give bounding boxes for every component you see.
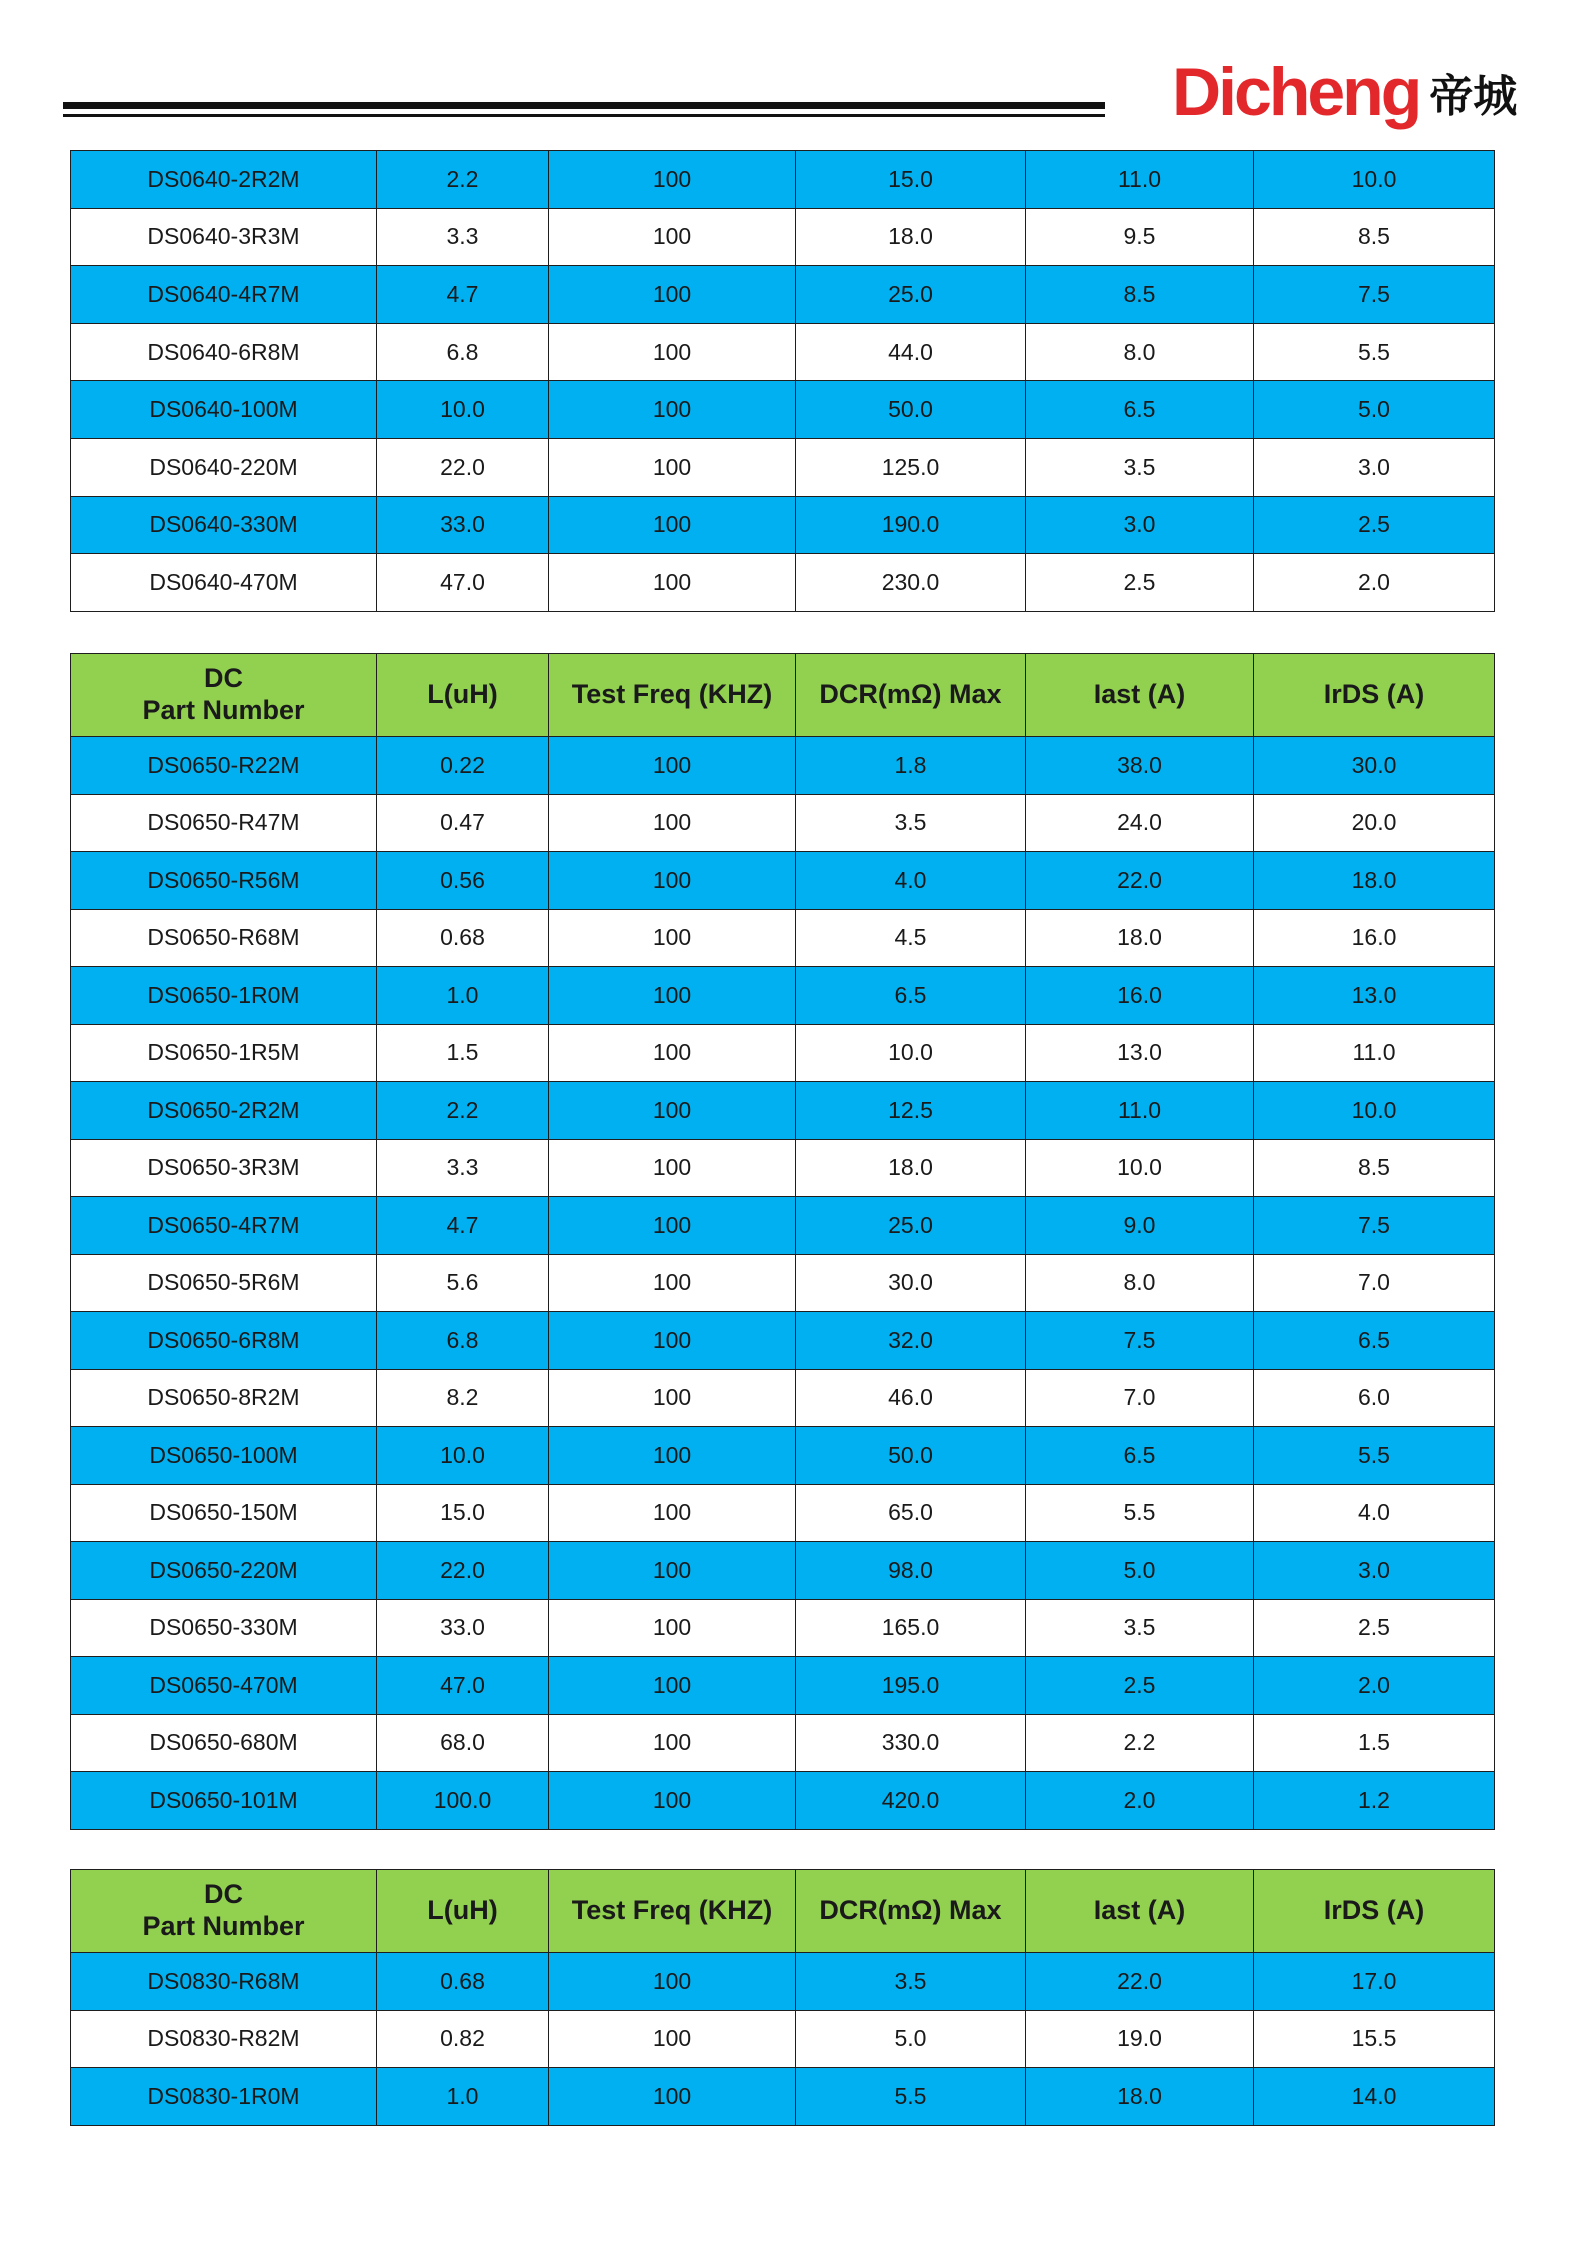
cell-isat: 11.0 [1026, 1082, 1254, 1140]
cell-isat: 6.5 [1026, 1427, 1254, 1485]
cell-irds: 30.0 [1254, 737, 1495, 795]
table-row [71, 496, 1495, 554]
cell-inductance: 68.0 [377, 1714, 549, 1772]
cell-test-freq: 100 [549, 496, 796, 554]
table-row [71, 554, 1495, 612]
cell-dcr: 4.5 [796, 909, 1026, 967]
table-row [71, 737, 1495, 795]
cell-inductance: 0.22 [377, 737, 549, 795]
cell-part-number: DS0650-150M [71, 1484, 377, 1542]
cell-test-freq: 100 [549, 1714, 796, 1772]
table-row [71, 381, 1495, 439]
cell-inductance: 10.0 [377, 1427, 549, 1485]
cell-inductance: 8.2 [377, 1369, 549, 1427]
cell-inductance: 47.0 [377, 554, 549, 612]
cell-part-number: DS0650-R47M [71, 794, 377, 852]
cell-inductance: 0.82 [377, 2010, 549, 2068]
cell-dcr: 18.0 [796, 208, 1026, 266]
col-header-dcr: DCR(mΩ) Max [796, 1870, 1026, 1953]
table-row [71, 266, 1495, 324]
cell-dcr: 12.5 [796, 1082, 1026, 1140]
cell-irds: 16.0 [1254, 909, 1495, 967]
cell-inductance: 10.0 [377, 381, 549, 439]
cell-isat: 2.0 [1026, 1772, 1254, 1830]
cell-test-freq: 100 [549, 208, 796, 266]
table-row [71, 1082, 1495, 1140]
cell-part-number: DS0830-1R0M [71, 2068, 377, 2126]
cell-inductance: 3.3 [377, 208, 549, 266]
cell-test-freq: 100 [549, 1772, 796, 1830]
cell-dcr: 46.0 [796, 1369, 1026, 1427]
cell-irds: 10.0 [1254, 1082, 1495, 1140]
cell-irds: 7.0 [1254, 1254, 1495, 1312]
cell-part-number: DS0650-5R6M [71, 1254, 377, 1312]
cell-dcr: 6.5 [796, 967, 1026, 1025]
cell-irds: 8.5 [1254, 1139, 1495, 1197]
cell-inductance: 100.0 [377, 1772, 549, 1830]
cell-test-freq: 100 [549, 1197, 796, 1255]
spec-table-ds0830 [70, 1869, 1495, 2126]
cell-part-number: DS0650-680M [71, 1714, 377, 1772]
cell-test-freq: 100 [549, 1657, 796, 1715]
cell-isat: 8.0 [1026, 1254, 1254, 1312]
cell-dcr: 190.0 [796, 496, 1026, 554]
cell-isat: 24.0 [1026, 794, 1254, 852]
cell-part-number: DS0640-2R2M [71, 151, 377, 209]
cell-test-freq: 100 [549, 1953, 796, 2011]
col-header-test-freq: Test Freq (KHZ) [549, 654, 796, 737]
cell-inductance: 1.0 [377, 967, 549, 1025]
cell-dcr: 18.0 [796, 1139, 1026, 1197]
cell-test-freq: 100 [549, 1024, 796, 1082]
cell-isat: 7.0 [1026, 1369, 1254, 1427]
header-rule-thick [63, 102, 1105, 109]
cell-inductance: 6.8 [377, 323, 549, 381]
cell-part-number: DS0650-470M [71, 1657, 377, 1715]
cell-test-freq: 100 [549, 1139, 796, 1197]
cell-inductance: 4.7 [377, 1197, 549, 1255]
cell-isat: 10.0 [1026, 1139, 1254, 1197]
cell-isat: 9.0 [1026, 1197, 1254, 1255]
header-rule-thin [63, 114, 1105, 117]
cell-inductance: 6.8 [377, 1312, 549, 1370]
table-row [71, 1484, 1495, 1542]
cell-irds: 2.0 [1254, 1657, 1495, 1715]
cell-dcr: 50.0 [796, 381, 1026, 439]
cell-test-freq: 100 [549, 2068, 796, 2126]
cell-test-freq: 100 [549, 1599, 796, 1657]
cell-isat: 22.0 [1026, 1953, 1254, 2011]
cell-dcr: 330.0 [796, 1714, 1026, 1772]
cell-part-number: DS0650-R68M [71, 909, 377, 967]
cell-irds: 5.5 [1254, 1427, 1495, 1485]
cell-isat: 5.0 [1026, 1542, 1254, 1600]
col-header-isat: Iast (A) [1026, 654, 1254, 737]
cell-isat: 18.0 [1026, 909, 1254, 967]
cell-part-number: DS0640-470M [71, 554, 377, 612]
cell-inductance: 15.0 [377, 1484, 549, 1542]
table-row [71, 1024, 1495, 1082]
cell-irds: 1.5 [1254, 1714, 1495, 1772]
cell-irds: 6.0 [1254, 1369, 1495, 1427]
cell-dcr: 1.8 [796, 737, 1026, 795]
cell-irds: 17.0 [1254, 1953, 1495, 2011]
col-header-irds: IrDS (A) [1254, 1870, 1495, 1953]
cell-test-freq: 100 [549, 266, 796, 324]
cell-inductance: 33.0 [377, 496, 549, 554]
cell-part-number: DS0640-4R7M [71, 266, 377, 324]
table-row [71, 1657, 1495, 1715]
cell-test-freq: 100 [549, 1369, 796, 1427]
cell-dcr: 5.5 [796, 2068, 1026, 2126]
cell-isat: 2.5 [1026, 554, 1254, 612]
table-row [71, 208, 1495, 266]
table-row [71, 1714, 1495, 1772]
cell-test-freq: 100 [549, 323, 796, 381]
cell-dcr: 15.0 [796, 151, 1026, 209]
cell-part-number: DS0650-1R0M [71, 967, 377, 1025]
cell-dcr: 165.0 [796, 1599, 1026, 1657]
cell-dcr: 50.0 [796, 1427, 1026, 1485]
cell-part-number: DS0830-R82M [71, 2010, 377, 2068]
cell-part-number: DS0830-R68M [71, 1953, 377, 2011]
cell-irds: 13.0 [1254, 967, 1495, 1025]
cell-isat: 8.0 [1026, 323, 1254, 381]
cell-dcr: 3.5 [796, 1953, 1026, 2011]
cell-isat: 22.0 [1026, 852, 1254, 910]
table-row [71, 1197, 1495, 1255]
cell-isat: 7.5 [1026, 1312, 1254, 1370]
table-header-row [71, 1870, 1495, 1953]
cell-test-freq: 100 [549, 909, 796, 967]
cell-irds: 4.0 [1254, 1484, 1495, 1542]
cell-isat: 16.0 [1026, 967, 1254, 1025]
table-row [71, 909, 1495, 967]
cell-part-number: DS0650-R56M [71, 852, 377, 910]
col-header-irds: IrDS (A) [1254, 654, 1495, 737]
cell-inductance: 1.5 [377, 1024, 549, 1082]
cell-part-number: DS0650-3R3M [71, 1139, 377, 1197]
cell-dcr: 195.0 [796, 1657, 1026, 1715]
cell-part-number: DS0650-R22M [71, 737, 377, 795]
cell-irds: 2.5 [1254, 1599, 1495, 1657]
cell-isat: 38.0 [1026, 737, 1254, 795]
col-header-part-number: DC Part Number [71, 654, 377, 737]
cell-inductance: 2.2 [377, 151, 549, 209]
cell-test-freq: 100 [549, 794, 796, 852]
col-header-test-freq: Test Freq (KHZ) [549, 1870, 796, 1953]
cell-irds: 1.2 [1254, 1772, 1495, 1830]
cell-dcr: 5.0 [796, 2010, 1026, 2068]
cell-part-number: DS0640-3R3M [71, 208, 377, 266]
table-row [71, 794, 1495, 852]
cell-irds: 18.0 [1254, 852, 1495, 910]
cell-dcr: 125.0 [796, 438, 1026, 496]
cell-isat: 2.2 [1026, 1714, 1254, 1772]
cell-isat: 3.0 [1026, 496, 1254, 554]
col-header-isat: Iast (A) [1026, 1870, 1254, 1953]
cell-test-freq: 100 [549, 151, 796, 209]
table-row [71, 1427, 1495, 1485]
cell-isat: 5.5 [1026, 1484, 1254, 1542]
table-row [71, 1542, 1495, 1600]
cell-inductance: 33.0 [377, 1599, 549, 1657]
cell-test-freq: 100 [549, 1082, 796, 1140]
cell-test-freq: 100 [549, 554, 796, 612]
cell-irds: 10.0 [1254, 151, 1495, 209]
cell-part-number: DS0650-220M [71, 1542, 377, 1600]
table-row [71, 852, 1495, 910]
cell-inductance: 0.68 [377, 1953, 549, 2011]
spec-table-ds0650 [70, 653, 1495, 1830]
cell-dcr: 25.0 [796, 1197, 1026, 1255]
cell-isat: 3.5 [1026, 1599, 1254, 1657]
cell-dcr: 30.0 [796, 1254, 1026, 1312]
cell-irds: 7.5 [1254, 1197, 1495, 1255]
table-row [71, 151, 1495, 209]
cell-test-freq: 100 [549, 737, 796, 795]
cell-irds: 5.5 [1254, 323, 1495, 381]
cell-test-freq: 100 [549, 438, 796, 496]
cell-part-number: DS0650-2R2M [71, 1082, 377, 1140]
cell-isat: 2.5 [1026, 1657, 1254, 1715]
cell-part-number: DS0640-6R8M [71, 323, 377, 381]
cell-isat: 6.5 [1026, 381, 1254, 439]
cell-inductance: 47.0 [377, 1657, 549, 1715]
cell-test-freq: 100 [549, 2010, 796, 2068]
cell-isat: 18.0 [1026, 2068, 1254, 2126]
cell-irds: 15.5 [1254, 2010, 1495, 2068]
cell-test-freq: 100 [549, 852, 796, 910]
table-row [71, 1772, 1495, 1830]
brand-name: Dicheng [1172, 54, 1420, 130]
cell-inductance: 2.2 [377, 1082, 549, 1140]
col-header-part-number: DC Part Number [71, 1870, 377, 1953]
cell-test-freq: 100 [549, 1254, 796, 1312]
cell-dcr: 32.0 [796, 1312, 1026, 1370]
cell-irds: 14.0 [1254, 2068, 1495, 2126]
cell-dcr: 4.0 [796, 852, 1026, 910]
cell-inductance: 0.47 [377, 794, 549, 852]
cell-dcr: 10.0 [796, 1024, 1026, 1082]
cell-part-number: DS0650-1R5M [71, 1024, 377, 1082]
cell-dcr: 25.0 [796, 266, 1026, 324]
table-row [71, 1599, 1495, 1657]
cell-irds: 8.5 [1254, 208, 1495, 266]
table-row [71, 2010, 1495, 2068]
cell-part-number: DS0640-100M [71, 381, 377, 439]
cell-inductance: 0.68 [377, 909, 549, 967]
table-row [71, 438, 1495, 496]
cell-inductance: 3.3 [377, 1139, 549, 1197]
brand-logo [1172, 52, 1517, 132]
cell-test-freq: 100 [549, 1484, 796, 1542]
cell-isat: 3.5 [1026, 438, 1254, 496]
cell-irds: 3.0 [1254, 1542, 1495, 1600]
cell-irds: 5.0 [1254, 381, 1495, 439]
table-row [71, 1369, 1495, 1427]
cell-irds: 6.5 [1254, 1312, 1495, 1370]
spec-table-ds0640 [70, 150, 1495, 612]
cell-isat: 11.0 [1026, 151, 1254, 209]
cell-part-number: DS0650-6R8M [71, 1312, 377, 1370]
cell-part-number: DS0650-4R7M [71, 1197, 377, 1255]
col-header-dcr: DCR(mΩ) Max [796, 654, 1026, 737]
cell-irds: 7.5 [1254, 266, 1495, 324]
cell-inductance: 5.6 [377, 1254, 549, 1312]
table-header-row [71, 654, 1495, 737]
cell-isat: 8.5 [1026, 266, 1254, 324]
cell-dcr: 65.0 [796, 1484, 1026, 1542]
table-row [71, 1139, 1495, 1197]
cell-irds: 3.0 [1254, 438, 1495, 496]
cell-dcr: 98.0 [796, 1542, 1026, 1600]
table-row [71, 2068, 1495, 2126]
cell-irds: 2.5 [1254, 496, 1495, 554]
table-row [71, 1254, 1495, 1312]
cell-inductance: 1.0 [377, 2068, 549, 2126]
table-row [71, 967, 1495, 1025]
col-header-inductance: L(uH) [377, 1870, 549, 1953]
cell-test-freq: 100 [549, 1427, 796, 1485]
cell-test-freq: 100 [549, 1542, 796, 1600]
cell-test-freq: 100 [549, 381, 796, 439]
table-row [71, 1953, 1495, 2011]
cell-dcr: 3.5 [796, 794, 1026, 852]
cell-test-freq: 100 [549, 967, 796, 1025]
cell-test-freq: 100 [549, 1312, 796, 1370]
cell-irds: 11.0 [1254, 1024, 1495, 1082]
cell-part-number: DS0640-220M [71, 438, 377, 496]
cell-dcr: 44.0 [796, 323, 1026, 381]
cell-inductance: 0.56 [377, 852, 549, 910]
cell-isat: 9.5 [1026, 208, 1254, 266]
cell-inductance: 4.7 [377, 266, 549, 324]
cell-inductance: 22.0 [377, 438, 549, 496]
cell-dcr: 420.0 [796, 1772, 1026, 1830]
cell-dcr: 230.0 [796, 554, 1026, 612]
col-header-inductance: L(uH) [377, 654, 549, 737]
cell-part-number: DS0650-330M [71, 1599, 377, 1657]
brand-name-cn: 帝城 [1429, 71, 1518, 122]
cell-part-number: DS0640-330M [71, 496, 377, 554]
cell-irds: 2.0 [1254, 554, 1495, 612]
table-row [71, 1312, 1495, 1370]
cell-part-number: DS0650-8R2M [71, 1369, 377, 1427]
cell-inductance: 22.0 [377, 1542, 549, 1600]
cell-part-number: DS0650-100M [71, 1427, 377, 1485]
cell-part-number: DS0650-101M [71, 1772, 377, 1830]
table-row [71, 323, 1495, 381]
cell-isat: 13.0 [1026, 1024, 1254, 1082]
cell-isat: 19.0 [1026, 2010, 1254, 2068]
cell-irds: 20.0 [1254, 794, 1495, 852]
